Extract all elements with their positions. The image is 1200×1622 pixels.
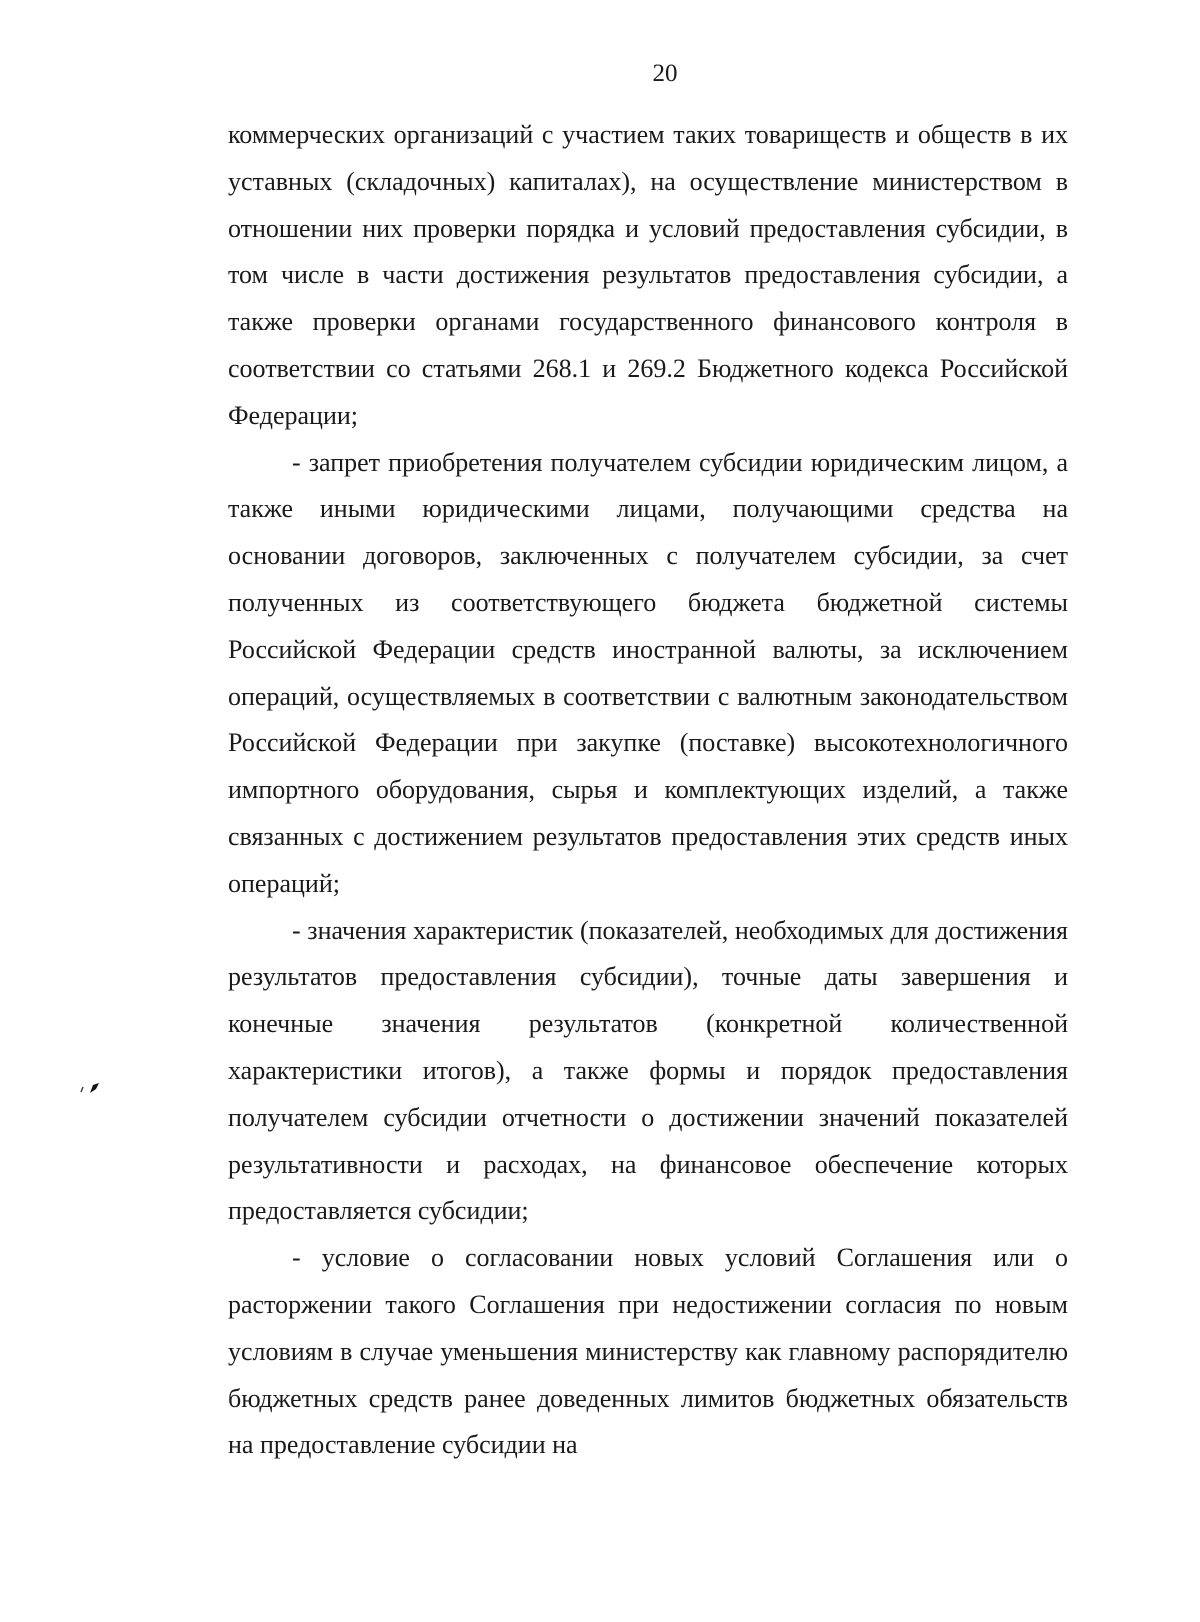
paragraph-currency-ban: - запрет приобретения получателем субсидии юридическим лицом, а также иными юридическими лицами, получающими средства на основании договоров, заключенных с получателем субсидии, за счет полученных из соответствующего бюджета бюджетной системы Российской Федерации средств иностранной валюты, за исключением операций, осуществляемых в соответствии с валютным законодательством Российской Федерации при закупке (поставке) высокотехнологичного импортного оборудования, сырья и комплектующих изделий, а также связанных с достижением результатов предоставления этих средств иных операций; bbox=[228, 447, 1068, 898]
paragraph-indicators: - значения характеристик (показателей, необходимых для достижения результатов предоставления субсидии), точные даты завершения и конечные значения результатов (конкретной количественной характеристики итогов), а также формы и порядок предоставления получателем субсидии отчетности о достижении значений показателей результативности и расходах, на финансовое обеспечение которых предоставляется субсидии; bbox=[228, 915, 1068, 1226]
document-body bbox=[228, 112, 1068, 1469]
paragraph-continuation: коммерческих организаций с участием таких товариществ и обществ в их уставных (складочных) капиталах), на осуществление министерством в отношении них проверки порядка и условий предоставления субсидии, в том числе в части достижения результатов предоставления субсидии, а также проверки органами государственного финансового контроля в соответствии со статьями 268.1 и 269.2 Бюджетного кодекса Российской Федерации; bbox=[228, 120, 1068, 430]
paragraph-agreement-conditions: - условие о согласовании новых условий Соглашения или о расторжении такого Соглашения при недостижении согласия по новым условиям в случае уменьшения министерству как главному распорядителю бюджетных средств ранее доведенных лимитов бюджетных обязательств на предоставление субсидии на bbox=[228, 1243, 1068, 1460]
page-number: 20 bbox=[652, 60, 678, 87]
scan-artifact-mark bbox=[78, 1080, 108, 1096]
